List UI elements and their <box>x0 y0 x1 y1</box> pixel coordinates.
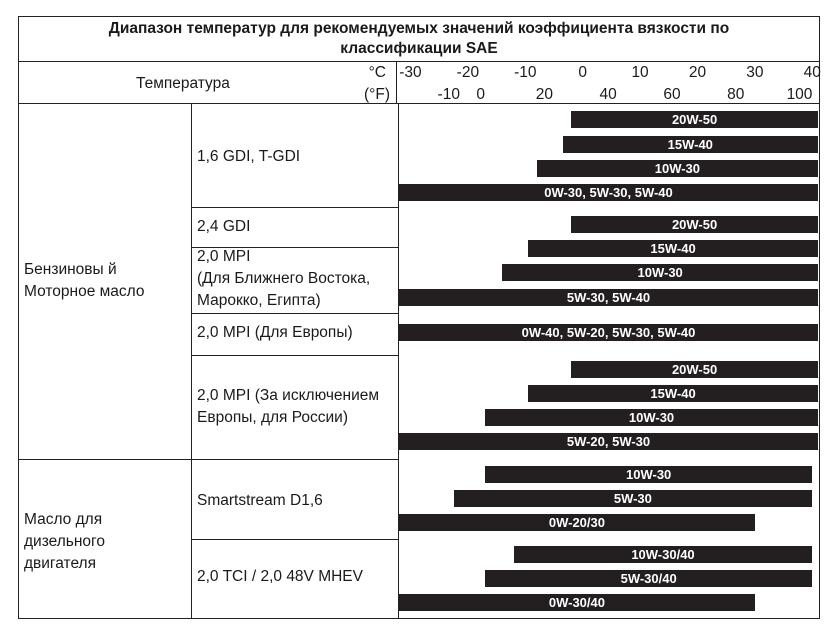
oil-range-bar: 0W-30, 5W-30, 5W-40 <box>399 184 818 201</box>
engine-label: Smartstream D1,6 <box>197 492 323 509</box>
celsius-unit: °C <box>368 64 386 81</box>
oil-range-bar: 20W-50 <box>571 111 818 128</box>
engine-label: 2,0 TCI / 2,0 48V MHEV <box>197 568 363 585</box>
fahrenheit-tick-label: 40 <box>599 86 617 103</box>
temperature-label: Температура <box>136 75 230 92</box>
oil-range-bar: 10W-30 <box>502 264 818 281</box>
celsius-tick-label: 40 <box>803 64 821 81</box>
oil-range-bar: 20W-50 <box>571 216 818 233</box>
fahrenheit-tick-label: 0 <box>476 86 485 103</box>
oil-range-bar: 15W-40 <box>528 385 818 402</box>
oil-range-bar: 0W-40, 5W-20, 5W-30, 5W-40 <box>399 324 818 341</box>
oil-range-bar: 5W-30/40 <box>485 570 812 587</box>
celsius-tick-label: 0 <box>578 64 587 81</box>
divider <box>19 103 819 104</box>
oil-range-bar: 5W-30, 5W-40 <box>399 289 818 306</box>
oil-range-bar: 10W-30 <box>485 409 818 426</box>
oil-range-bar: 20W-50 <box>571 361 818 378</box>
category-diesel-label: Масло для дизельного двигателя <box>24 511 105 572</box>
fahrenheit-unit: (°F) <box>364 86 390 103</box>
divider <box>191 207 399 208</box>
celsius-tick-label: -10 <box>514 64 537 81</box>
divider <box>19 459 399 460</box>
fahrenheit-tick-label: 100 <box>786 86 813 103</box>
engine-label: 2,4 GDI <box>197 218 251 235</box>
divider <box>191 313 399 314</box>
engine-label: 2,0 MPI (Для Европы) <box>197 324 353 341</box>
table-title: Диапазон температур для рекомендуемых значений коэффициента вязкости по классификации SAE <box>108 20 730 57</box>
divider <box>191 247 399 248</box>
divider <box>398 103 399 618</box>
fahrenheit-tick-label: 60 <box>663 86 681 103</box>
category-gasoline-label: Бензиновы й Моторное масло <box>24 261 145 300</box>
celsius-tick-label: -20 <box>456 64 480 81</box>
oil-range-bar: 0W-20/30 <box>399 514 755 531</box>
engine-label: 2,0 MPI (Для Ближнего Востока, Марокко, Египта) <box>197 248 371 309</box>
divider <box>191 539 399 540</box>
fahrenheit-tick-label: 20 <box>535 86 554 103</box>
divider <box>19 61 819 62</box>
celsius-tick-label: 30 <box>746 64 764 81</box>
celsius-tick-label: -30 <box>399 64 422 81</box>
fahrenheit-tick-label: -10 <box>437 86 460 103</box>
oil-range-bar: 5W-20, 5W-30 <box>399 433 818 450</box>
oil-range-bar: 10W-30 <box>537 160 818 177</box>
oil-range-bar: 15W-40 <box>563 136 818 153</box>
divider <box>396 61 397 103</box>
celsius-tick-label: 10 <box>631 64 649 81</box>
divider <box>191 103 192 618</box>
divider <box>191 355 399 356</box>
oil-range-bar: 10W-30 <box>485 466 812 483</box>
engine-label: 2,0 MPI (За исключением Европы, для России) <box>197 387 380 426</box>
oil-range-bar: 5W-30 <box>454 490 813 507</box>
oil-range-bar: 15W-40 <box>528 240 818 257</box>
oil-range-bar: 0W-30/40 <box>399 594 755 611</box>
celsius-tick-label: 20 <box>688 64 707 81</box>
oil-range-bar: 10W-30/40 <box>514 546 812 563</box>
fahrenheit-tick-label: 80 <box>727 86 745 103</box>
engine-label: 1,6 GDI, T-GDI <box>197 148 301 165</box>
